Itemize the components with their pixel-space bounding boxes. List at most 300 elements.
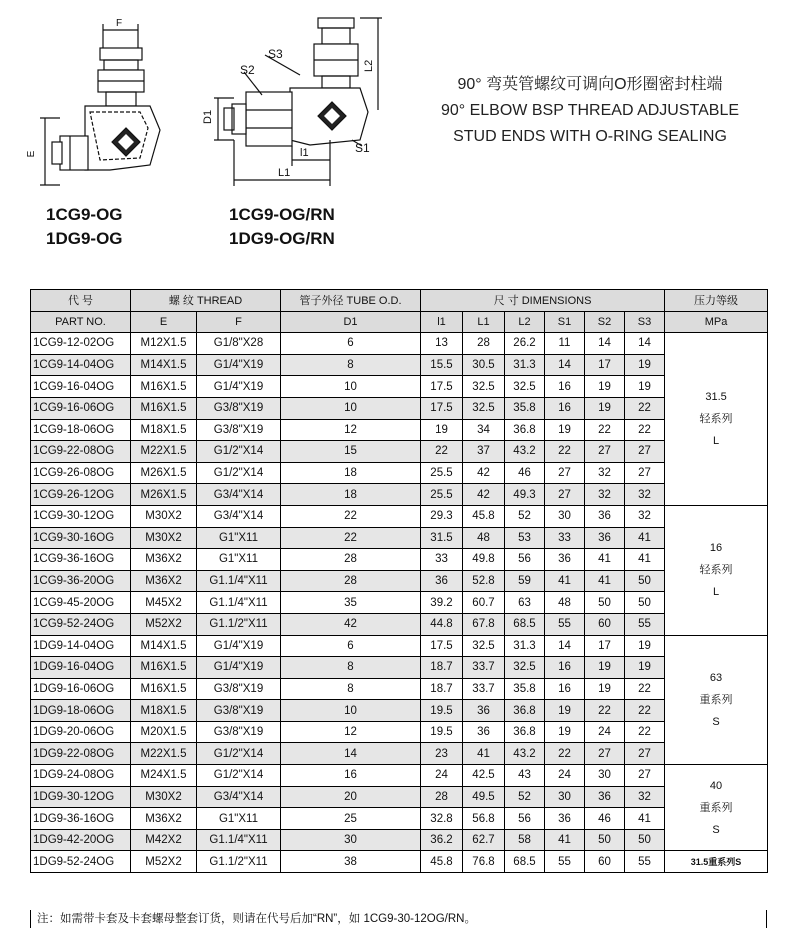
pressure-value: 63 [709, 671, 723, 684]
cell-s1: 33 [545, 527, 585, 549]
cell-l1: 36 [463, 700, 505, 722]
cell-d1: 8 [281, 678, 421, 700]
cell-f: G1.1/4"X11 [197, 570, 281, 592]
header-thread: 螺 纹 THREAD [131, 290, 281, 312]
cell-e: M16X1.5 [131, 397, 197, 419]
cell-part: 1CG9-14-04OG [31, 354, 131, 376]
header-e: E [131, 311, 197, 333]
cell-l1: 48 [463, 527, 505, 549]
cell-l1-small: 19 [421, 419, 463, 441]
label-l1: L1 [278, 167, 291, 179]
cell-l1: 33.7 [463, 678, 505, 700]
cell-s3: 32 [625, 786, 665, 808]
cell-l1: 30.5 [463, 354, 505, 376]
cell-l1: 42.5 [463, 765, 505, 787]
cell-l2: 46 [505, 462, 545, 484]
cell-d1: 25 [281, 808, 421, 830]
title-cn: 90° 弯英管螺纹可调向O形圈密封柱端 [457, 76, 723, 93]
cell-d1: 6 [281, 635, 421, 657]
table-row [31, 505, 768, 527]
title-en-2: STUD ENDS WITH O-RING SEALING [453, 128, 727, 145]
table-row [31, 657, 768, 679]
cell-s2: 27 [585, 441, 625, 463]
cell-d1: 12 [281, 721, 421, 743]
cell-l2: 36.8 [505, 419, 545, 441]
pressure-series: 轻系列 [699, 413, 733, 426]
cell-l1: 41 [463, 743, 505, 765]
cell-s2: 17 [585, 354, 625, 376]
cell-s1: 55 [545, 851, 585, 873]
model-1cg9-og-rn: 1CG9-OG/RN [229, 205, 335, 224]
cell-f: G3/4"X14 [197, 484, 281, 506]
cell-e: M22X1.5 [131, 743, 197, 765]
model-codes-left [46, 203, 123, 251]
cell-s1: 14 [545, 635, 585, 657]
cell-e: M52X2 [131, 613, 197, 635]
cell-l1-small: 19.5 [421, 700, 463, 722]
cell-l1-small: 18.7 [421, 657, 463, 679]
cell-s2: 41 [585, 549, 625, 571]
cell-d1: 35 [281, 592, 421, 614]
cell-e: M30X2 [131, 786, 197, 808]
table-row [31, 829, 768, 851]
table-row [31, 743, 768, 765]
cell-l1: 42 [463, 462, 505, 484]
cell-part: 1DG9-16-04OG [31, 657, 131, 679]
cell-l1: 45.8 [463, 505, 505, 527]
cell-s3: 41 [625, 808, 665, 830]
table-row [31, 721, 768, 743]
label-s1: S1 [355, 141, 370, 155]
cell-e: M12X1.5 [131, 333, 197, 355]
label-l1-small: l1 [300, 147, 309, 159]
cell-l2: 43.2 [505, 441, 545, 463]
table-row [31, 462, 768, 484]
header-l2: L2 [505, 311, 545, 333]
cell-l1: 60.7 [463, 592, 505, 614]
table-row [31, 808, 768, 830]
cell-d1: 18 [281, 462, 421, 484]
pressure-value: 31.5 [705, 391, 727, 404]
cell-s3: 19 [625, 376, 665, 398]
cell-l1: 52.8 [463, 570, 505, 592]
pressure-letter: S [712, 823, 720, 836]
cell-s3: 32 [625, 484, 665, 506]
cell-l2: 68.5 [505, 851, 545, 873]
table-row [31, 613, 768, 635]
cell-f: G1"X11 [197, 527, 281, 549]
cell-s3: 41 [625, 527, 665, 549]
cell-s2: 60 [585, 851, 625, 873]
cell-s2: 22 [585, 419, 625, 441]
cell-s3: 50 [625, 829, 665, 851]
cell-d1: 18 [281, 484, 421, 506]
cell-s3: 50 [625, 570, 665, 592]
cell-s1: 19 [545, 721, 585, 743]
cell-d1: 15 [281, 441, 421, 463]
cell-s2: 36 [585, 505, 625, 527]
cell-f: G1/8"X28 [197, 333, 281, 355]
cell-l1-small: 22 [421, 441, 463, 463]
cell-part: 1DG9-24-08OG [31, 765, 131, 787]
cell-l1-small: 31.5 [421, 527, 463, 549]
cell-l2: 32.5 [505, 376, 545, 398]
table-row [31, 376, 768, 398]
cell-l1-small: 13 [421, 333, 463, 355]
cell-d1: 8 [281, 354, 421, 376]
cell-l1: 32.5 [463, 635, 505, 657]
cell-f: G3/8"X19 [197, 397, 281, 419]
cell-l2: 49.3 [505, 484, 545, 506]
cell-s3: 41 [625, 549, 665, 571]
cell-part: 1DG9-16-06OG [31, 678, 131, 700]
table-row [31, 851, 768, 873]
label-f: F [115, 18, 123, 29]
cell-l2: 35.8 [505, 397, 545, 419]
cell-f: G1/4"X19 [197, 354, 281, 376]
cell-e: M30X2 [131, 527, 197, 549]
cell-s2: 27 [585, 743, 625, 765]
cell-part: 1DG9-52-24OG [31, 851, 131, 873]
cell-s3: 14 [625, 333, 665, 355]
label-s3: S3 [268, 47, 283, 61]
cell-d1: 6 [281, 333, 421, 355]
cell-l2: 43.2 [505, 743, 545, 765]
cell-e: M36X2 [131, 808, 197, 830]
product-title [405, 72, 775, 150]
cell-f: G1"X11 [197, 808, 281, 830]
header-s1: S1 [545, 311, 585, 333]
pressure-series: 轻系列 [699, 564, 733, 577]
cell-l1: 32.5 [463, 397, 505, 419]
cell-f: G3/8"X19 [197, 419, 281, 441]
cell-l1-small: 44.8 [421, 613, 463, 635]
cell-f: G1/2"X14 [197, 462, 281, 484]
cell-s1: 30 [545, 786, 585, 808]
cell-s1: 24 [545, 765, 585, 787]
cell-d1: 28 [281, 549, 421, 571]
header-tube-od: 管子外径 TUBE O.D. [281, 290, 421, 312]
cell-part: 1DG9-14-04OG [31, 635, 131, 657]
cell-f: G1/4"X19 [197, 376, 281, 398]
cell-l2: 56 [505, 549, 545, 571]
pressure-letter: L [712, 586, 720, 599]
cell-l1-small: 36.2 [421, 829, 463, 851]
pressure-class-cell [665, 765, 768, 851]
cell-s3: 27 [625, 765, 665, 787]
cell-s3: 27 [625, 441, 665, 463]
pressure-letter: L [712, 435, 720, 448]
cell-s3: 22 [625, 419, 665, 441]
cell-l1-small: 32.8 [421, 808, 463, 830]
cell-s3: 55 [625, 613, 665, 635]
cell-l1-small: 28 [421, 786, 463, 808]
cell-s1: 22 [545, 743, 585, 765]
cell-part: 1CG9-26-08OG [31, 462, 131, 484]
cell-f: G1.1/2"X11 [197, 851, 281, 873]
table-row [31, 549, 768, 571]
cell-d1: 22 [281, 527, 421, 549]
cell-l2: 56 [505, 808, 545, 830]
cell-l2: 35.8 [505, 678, 545, 700]
cell-d1: 14 [281, 743, 421, 765]
cell-d1: 42 [281, 613, 421, 635]
header-l1: L1 [463, 311, 505, 333]
label-d1: D1 [202, 109, 214, 124]
cell-f: G1/2"X14 [197, 441, 281, 463]
cell-part: 1CG9-36-16OG [31, 549, 131, 571]
model-1cg9-og: 1CG9-OG [46, 205, 123, 224]
cell-part: 1CG9-16-06OG [31, 397, 131, 419]
cell-l1-small: 18.7 [421, 678, 463, 700]
table-row [31, 333, 768, 355]
cell-part: 1CG9-26-12OG [31, 484, 131, 506]
cell-s3: 22 [625, 678, 665, 700]
model-1dg9-og: 1DG9-OG [46, 229, 123, 248]
cell-l2: 32.5 [505, 657, 545, 679]
cell-e: M36X2 [131, 549, 197, 571]
cell-l1-small: 25.5 [421, 462, 463, 484]
cell-l1-small: 36 [421, 570, 463, 592]
cell-s1: 36 [545, 808, 585, 830]
spec-table [30, 289, 768, 873]
header-l1-small: l1 [421, 311, 463, 333]
cell-s1: 19 [545, 700, 585, 722]
cell-l1-small: 15.5 [421, 354, 463, 376]
cell-part: 1CG9-16-04OG [31, 376, 131, 398]
cell-s2: 22 [585, 700, 625, 722]
cell-e: M14X1.5 [131, 354, 197, 376]
cell-s1: 16 [545, 657, 585, 679]
cell-f: G1/4"X19 [197, 635, 281, 657]
cell-l1: 62.7 [463, 829, 505, 851]
cell-l1-small: 17.5 [421, 635, 463, 657]
cell-s1: 22 [545, 441, 585, 463]
cell-l1-small: 45.8 [421, 851, 463, 873]
table-row [31, 527, 768, 549]
cell-l1-small: 23 [421, 743, 463, 765]
cell-s2: 24 [585, 721, 625, 743]
cell-s3: 27 [625, 462, 665, 484]
cell-e: M45X2 [131, 592, 197, 614]
cell-l1-small: 17.5 [421, 376, 463, 398]
cell-l2: 31.3 [505, 635, 545, 657]
header-pressure: 压力等级 [665, 290, 768, 312]
cell-l2: 52 [505, 505, 545, 527]
header-s2: S2 [585, 311, 625, 333]
cell-s1: 16 [545, 397, 585, 419]
cell-l1: 34 [463, 419, 505, 441]
footnote: 注：如需带卡套及卡套螺母整套订货，则请在代号后加“RN”，如 1CG9-30-12OG/RN。 [30, 910, 767, 928]
cell-l1: 67.8 [463, 613, 505, 635]
header-part-cn: 代 号 [31, 290, 131, 312]
cell-d1: 38 [281, 851, 421, 873]
cell-part: 1DG9-30-12OG [31, 786, 131, 808]
cell-s1: 36 [545, 549, 585, 571]
cell-e: M36X2 [131, 570, 197, 592]
cell-d1: 12 [281, 419, 421, 441]
cell-s2: 50 [585, 829, 625, 851]
pressure-value: 40 [709, 779, 723, 792]
cell-s2: 36 [585, 527, 625, 549]
cell-l2: 63 [505, 592, 545, 614]
cell-l2: 58 [505, 829, 545, 851]
cell-l1-small: 19.5 [421, 721, 463, 743]
cell-l1: 56.8 [463, 808, 505, 830]
cell-s3: 55 [625, 851, 665, 873]
table-row [31, 354, 768, 376]
cell-s1: 55 [545, 613, 585, 635]
table-row [31, 678, 768, 700]
cell-l2: 36.8 [505, 721, 545, 743]
cell-d1: 16 [281, 765, 421, 787]
cell-part: 1CG9-12-02OG [31, 333, 131, 355]
cell-l2: 26.2 [505, 333, 545, 355]
cell-d1: 8 [281, 657, 421, 679]
cell-s2: 19 [585, 657, 625, 679]
cell-e: M26X1.5 [131, 484, 197, 506]
cell-s3: 22 [625, 700, 665, 722]
cell-part: 1DG9-42-20OG [31, 829, 131, 851]
cell-part: 1CG9-52-24OG [31, 613, 131, 635]
header-f: F [197, 311, 281, 333]
cell-s2: 50 [585, 592, 625, 614]
cell-s2: 19 [585, 376, 625, 398]
cell-s2: 32 [585, 484, 625, 506]
cell-e: M14X1.5 [131, 635, 197, 657]
cell-f: G3/8"X19 [197, 721, 281, 743]
cell-s2: 19 [585, 678, 625, 700]
table-row [31, 419, 768, 441]
cell-l1-small: 39.2 [421, 592, 463, 614]
cell-l1-small: 17.5 [421, 397, 463, 419]
pressure-class-cell [665, 505, 768, 635]
cell-l1: 49.5 [463, 786, 505, 808]
cell-e: M30X2 [131, 505, 197, 527]
cell-part: 1DG9-36-16OG [31, 808, 131, 830]
cell-part: 1DG9-20-06OG [31, 721, 131, 743]
cell-s1: 14 [545, 354, 585, 376]
cell-f: G3/8"X19 [197, 678, 281, 700]
cell-part: 1CG9-45-20OG [31, 592, 131, 614]
cell-s2: 17 [585, 635, 625, 657]
cell-e: M16X1.5 [131, 657, 197, 679]
cell-s3: 19 [625, 354, 665, 376]
header-s3: S3 [625, 311, 665, 333]
cell-f: G1.1/4"X11 [197, 592, 281, 614]
cell-s2: 14 [585, 333, 625, 355]
cell-part: 1CG9-18-06OG [31, 419, 131, 441]
spec-table-wrapper [30, 289, 767, 873]
cell-l1: 49.8 [463, 549, 505, 571]
cell-part: 1CG9-22-08OG [31, 441, 131, 463]
cell-s1: 11 [545, 333, 585, 355]
pressure-class-cell [665, 635, 768, 765]
cell-s1: 27 [545, 484, 585, 506]
cell-f: G3/4"X14 [197, 786, 281, 808]
cell-s2: 19 [585, 397, 625, 419]
cell-f: G1/2"X14 [197, 743, 281, 765]
cell-l1-small: 29.3 [421, 505, 463, 527]
pressure-class-cell: 31.5重系列S [665, 851, 768, 873]
right-elbow-drawing [214, 18, 382, 186]
cell-s3: 32 [625, 505, 665, 527]
cell-part: 1DG9-22-08OG [31, 743, 131, 765]
cell-s2: 46 [585, 808, 625, 830]
left-elbow-drawing [40, 24, 160, 185]
table-row [31, 765, 768, 787]
cell-s1: 16 [545, 678, 585, 700]
cell-l2: 68.5 [505, 613, 545, 635]
cell-l1: 37 [463, 441, 505, 463]
label-s2: S2 [240, 63, 255, 77]
cell-d1: 30 [281, 829, 421, 851]
pressure-letter: S [712, 715, 720, 728]
cell-s3: 19 [625, 635, 665, 657]
cell-e: M22X1.5 [131, 441, 197, 463]
pressure-series: 重系列 [699, 801, 733, 814]
cell-s3: 50 [625, 592, 665, 614]
cell-s3: 27 [625, 743, 665, 765]
cell-s1: 27 [545, 462, 585, 484]
table-row [31, 397, 768, 419]
cell-e: M26X1.5 [131, 462, 197, 484]
cell-s2: 36 [585, 786, 625, 808]
cell-s3: 22 [625, 397, 665, 419]
cell-s1: 48 [545, 592, 585, 614]
cell-s2: 32 [585, 462, 625, 484]
cell-part: 1CG9-36-20OG [31, 570, 131, 592]
cell-s2: 41 [585, 570, 625, 592]
cell-l1-small: 33 [421, 549, 463, 571]
cell-s1: 30 [545, 505, 585, 527]
cell-l1-small: 25.5 [421, 484, 463, 506]
cell-l1: 28 [463, 333, 505, 355]
cell-l1: 76.8 [463, 851, 505, 873]
cell-f: G1.1/4"X11 [197, 829, 281, 851]
header-part-en: PART NO. [31, 311, 131, 333]
cell-d1: 10 [281, 397, 421, 419]
table-row [31, 484, 768, 506]
cell-l2: 59 [505, 570, 545, 592]
cell-d1: 20 [281, 786, 421, 808]
cell-s1: 41 [545, 829, 585, 851]
label-e: E [26, 150, 37, 158]
cell-part: 1CG9-30-16OG [31, 527, 131, 549]
cell-f: G3/4"X14 [197, 505, 281, 527]
cell-l1: 36 [463, 721, 505, 743]
header-d1: D1 [281, 311, 421, 333]
cell-f: G1"X11 [197, 549, 281, 571]
cell-part: 1DG9-18-06OG [31, 700, 131, 722]
cell-s2: 60 [585, 613, 625, 635]
table-row [31, 635, 768, 657]
cell-l2: 53 [505, 527, 545, 549]
cell-f: G3/8"X19 [197, 700, 281, 722]
cell-l1: 32.5 [463, 376, 505, 398]
cell-s3: 22 [625, 721, 665, 743]
table-row [31, 441, 768, 463]
cell-e: M16X1.5 [131, 678, 197, 700]
cell-d1: 28 [281, 570, 421, 592]
cell-f: G1.1/2"X11 [197, 613, 281, 635]
cell-s3: 19 [625, 657, 665, 679]
label-l2: L2 [363, 59, 375, 72]
cell-l2: 31.3 [505, 354, 545, 376]
cell-l1: 42 [463, 484, 505, 506]
model-1dg9-og-rn: 1DG9-OG/RN [229, 229, 335, 248]
cell-l1-small: 24 [421, 765, 463, 787]
